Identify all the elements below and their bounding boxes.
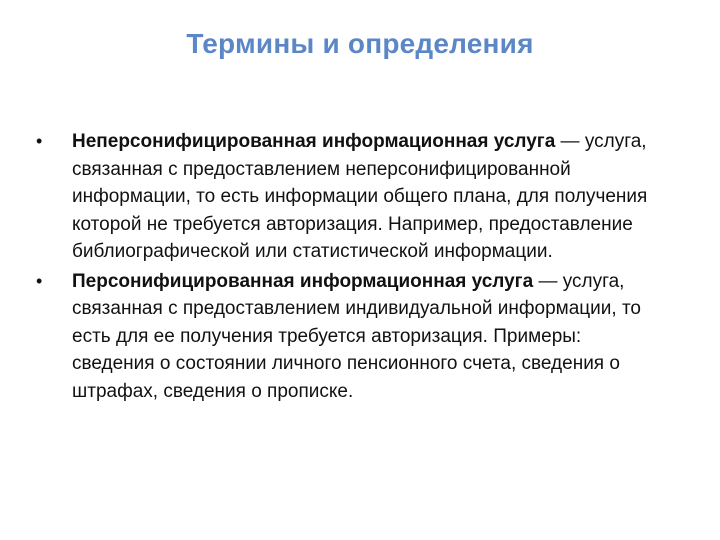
term-personal: Персонифицированная информационная услуга xyxy=(72,270,534,292)
bullet-icon: • xyxy=(36,270,43,291)
definition-item-personal xyxy=(36,268,648,406)
term-nonpersonal: Неперсонифицированная информационная услуга xyxy=(72,131,556,152)
bullet-icon: • xyxy=(36,131,43,151)
definitions-list xyxy=(36,128,648,407)
slide-title: Термины и определения xyxy=(186,28,534,59)
definition-item-nonpersonal xyxy=(36,128,648,266)
definition-nonpersonal: — услуга, связанная с предоставлением неперсонифицированной информации, то есть информации общего плана, для получения которой не требуется авторизация. Например, предоставление библиографической или статистической информации. xyxy=(72,131,648,262)
definition-personal: — услуга, связанная с предоставлением индивидуальной информации, то есть для ее получения требуется авторизация. Примеры: сведения о состоянии личного пенсионного счета, сведения о штрафах, сведения о прописке. xyxy=(72,270,641,402)
